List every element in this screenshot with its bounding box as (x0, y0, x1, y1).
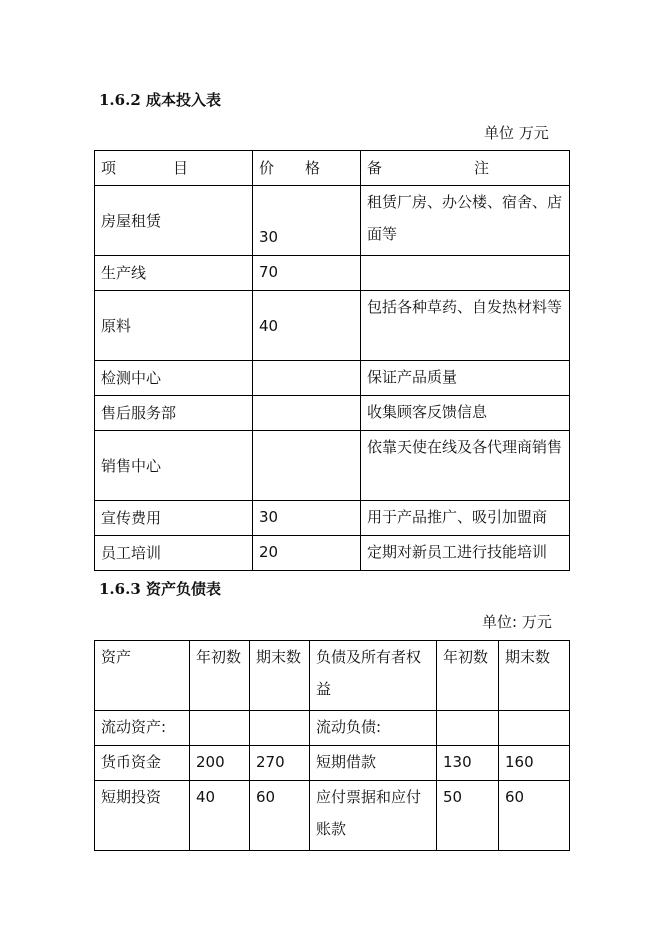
unit-label-balance: 单位: 万元 (482, 613, 552, 631)
table-cell: 短期借款 (310, 746, 437, 781)
table-cell: 130 (437, 746, 499, 781)
table-cell (250, 711, 310, 746)
price-cell (253, 396, 361, 431)
table-cell: 200 (190, 746, 250, 781)
header-note: 备 注 (361, 151, 570, 186)
item-cell: 生产线 (95, 256, 253, 291)
note-cell (361, 256, 570, 291)
item-cell: 宣传费用 (95, 501, 253, 536)
price-cell: 40 (253, 291, 361, 361)
table-row (95, 396, 570, 431)
table-cell: 短期投资 (95, 781, 190, 851)
table-row (95, 746, 570, 781)
header-begin: 年初数 (437, 641, 499, 711)
table-row (95, 781, 570, 851)
table-cell: 160 (499, 746, 570, 781)
table-row (95, 361, 570, 396)
header-assets: 资产 (95, 641, 190, 711)
header-end: 期末数 (250, 641, 310, 711)
balance-sheet-table (94, 640, 570, 851)
note-cell: 用于产品推广、吸引加盟商 (361, 501, 570, 536)
header-end: 期末数 (499, 641, 570, 711)
table-cell (499, 711, 570, 746)
table-row (95, 431, 570, 501)
note-cell: 定期对新员工进行技能培训 (361, 536, 570, 571)
table-row (95, 186, 570, 256)
table-row (95, 501, 570, 536)
item-cell: 原料 (95, 291, 253, 361)
price-cell: 20 (253, 536, 361, 571)
table-cell: 60 (250, 781, 310, 851)
table-row (95, 291, 570, 361)
item-cell: 房屋租赁 (95, 186, 253, 256)
item-cell: 销售中心 (95, 431, 253, 501)
note-cell: 保证产品质量 (361, 361, 570, 396)
header-liabilities: 负债及所有者权益 (310, 641, 437, 711)
table-cell: 270 (250, 746, 310, 781)
item-cell: 检测中心 (95, 361, 253, 396)
unit-label-cost: 单位 万元 (484, 124, 549, 142)
table-row (95, 256, 570, 291)
table-cell: 60 (499, 781, 570, 851)
note-cell: 租赁厂房、办公楼、宿舍、店面等 (361, 186, 570, 256)
header-begin: 年初数 (190, 641, 250, 711)
table-row (95, 711, 570, 746)
table-cell (437, 711, 499, 746)
note-cell: 依靠天使在线及各代理商销售 (361, 431, 570, 501)
table-cell: 50 (437, 781, 499, 851)
section-heading-cost: 1.6.2 成本投入表 (99, 91, 221, 109)
price-cell: 30 (253, 501, 361, 536)
price-cell: 30 (253, 186, 361, 256)
table-header-row (95, 641, 570, 711)
cost-table (94, 150, 570, 571)
item-cell: 员工培训 (95, 536, 253, 571)
header-item: 项 目 (95, 151, 253, 186)
price-cell: 70 (253, 256, 361, 291)
note-cell: 包括各种草药、自发热材料等 (361, 291, 570, 361)
note-cell: 收集顾客反馈信息 (361, 396, 570, 431)
header-price: 价 格 (253, 151, 361, 186)
table-header-row (95, 151, 570, 186)
price-cell (253, 361, 361, 396)
table-cell: 流动负债: (310, 711, 437, 746)
section-heading-balance: 1.6.3 资产负债表 (99, 580, 221, 598)
table-row (95, 536, 570, 571)
price-cell (253, 431, 361, 501)
table-cell: 应付票据和应付账款 (310, 781, 437, 851)
table-cell: 流动资产: (95, 711, 190, 746)
item-cell: 售后服务部 (95, 396, 253, 431)
table-cell: 货币资金 (95, 746, 190, 781)
table-cell: 40 (190, 781, 250, 851)
table-cell (190, 711, 250, 746)
